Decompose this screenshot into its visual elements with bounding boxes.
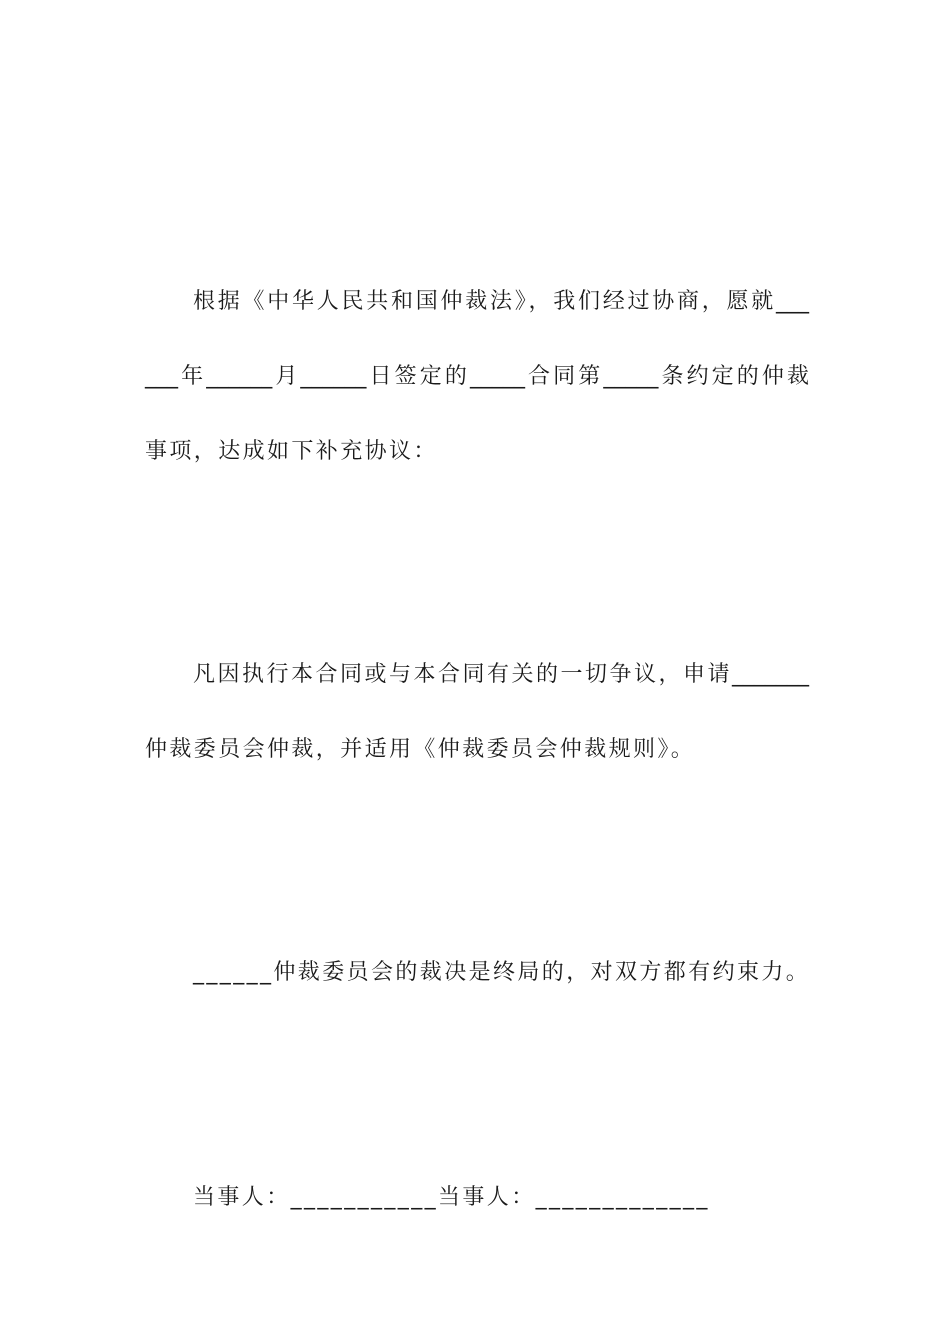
signature-line: 当事人：___________当事人：_____________ [193,1185,710,1210]
paragraph-2-line-1: 凡因执行本合同或与本合同有关的一切争议，申请_______ [193,662,809,687]
paragraph-3-line-1: ______仲裁委员会的裁决是终局的，对双方都有约束力。 [193,960,811,985]
paragraph-2-line-2: 仲裁委员会仲裁，并适用《仲裁委员会仲裁规则》。 [145,737,696,762]
paragraph-1-line-3: 事项，达成如下补充协议： [145,439,438,464]
paragraph-1-line-2: ___年______月______日签定的_____合同第_____条约定的仲裁 [145,364,809,389]
paragraph-1-line-1: 根据《中华人民共和国仲裁法》，我们经过协商，愿就___ [193,289,809,314]
